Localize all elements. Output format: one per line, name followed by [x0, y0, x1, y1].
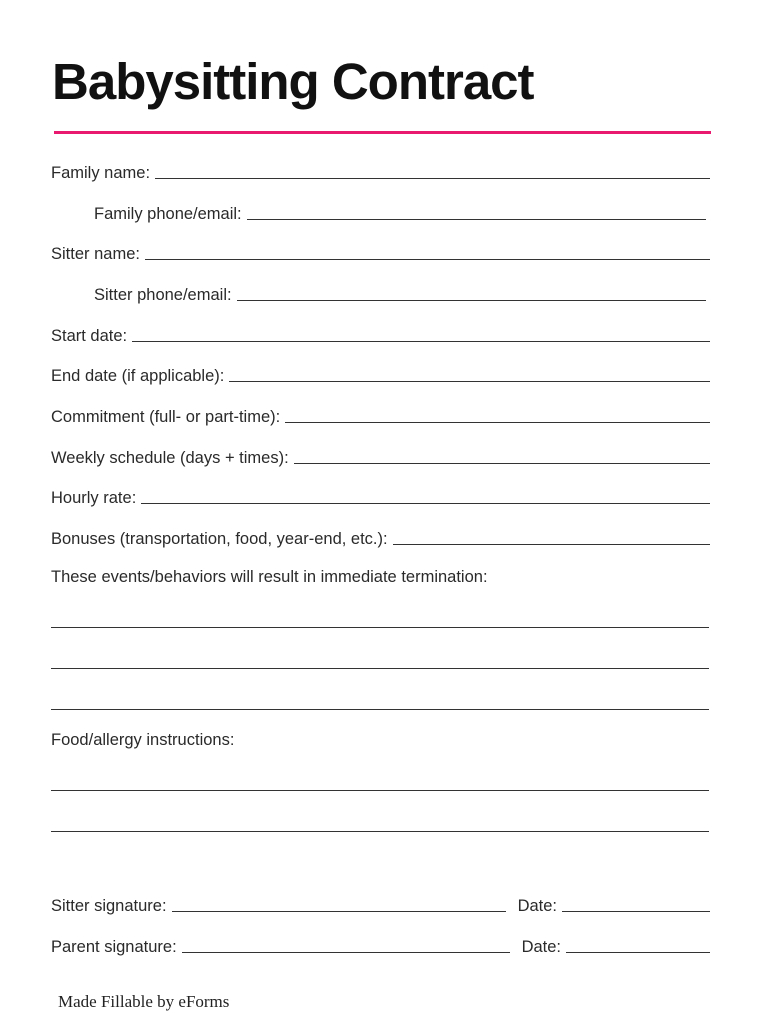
end-date-field[interactable]: [51, 364, 710, 386]
family-name-label: Family name:: [51, 164, 151, 182]
sitter-contact-label: Sitter phone/email:: [94, 286, 232, 304]
food-allergy-line-1[interactable]: [51, 790, 709, 791]
parent-signature-row[interactable]: [51, 935, 710, 957]
family-contact-field[interactable]: [94, 202, 706, 224]
sitter-contact-field[interactable]: [94, 283, 706, 305]
title-underline: [54, 131, 711, 134]
start-date-field[interactable]: [51, 324, 710, 346]
commitment-line[interactable]: [285, 422, 710, 423]
commitment-label: Commitment (full- or part-time):: [51, 408, 281, 426]
weekly-schedule-field[interactable]: [51, 446, 710, 468]
commitment-field[interactable]: [51, 405, 710, 427]
sitter-date-line[interactable]: [562, 911, 710, 912]
family-name-field[interactable]: [51, 161, 710, 183]
bonuses-line[interactable]: [393, 544, 710, 545]
bonuses-field[interactable]: [51, 527, 710, 549]
termination-heading: These events/behaviors will result in immediate termination:: [51, 568, 488, 586]
end-date-line[interactable]: [229, 381, 710, 382]
hourly-rate-label: Hourly rate:: [51, 489, 137, 507]
sitter-name-label: Sitter name:: [51, 245, 140, 263]
hourly-rate-field[interactable]: [51, 486, 710, 508]
termination-line-2[interactable]: [51, 668, 709, 669]
termination-line-1[interactable]: [51, 627, 709, 628]
termination-line-3[interactable]: [51, 709, 709, 710]
start-date-label: Start date:: [51, 327, 128, 345]
food-allergy-heading: Food/allergy instructions:: [51, 731, 235, 749]
sitter-name-line[interactable]: [145, 259, 710, 260]
sitter-date-label: Date:: [517, 897, 557, 915]
sitter-signature-row[interactable]: [51, 894, 710, 916]
family-contact-label: Family phone/email:: [94, 205, 242, 223]
document-title: Babysitting Contract: [52, 53, 534, 110]
weekly-schedule-line[interactable]: [294, 463, 710, 464]
sitter-name-field[interactable]: [51, 242, 710, 264]
hourly-rate-line[interactable]: [141, 503, 710, 504]
parent-date-label: Date:: [521, 938, 561, 956]
sitter-signature-label: Sitter signature:: [51, 897, 167, 915]
sitter-contact-line[interactable]: [237, 300, 706, 301]
sitter-signature-line[interactable]: [172, 911, 506, 912]
bonuses-label: Bonuses (transportation, food, year-end, etc.):: [51, 530, 388, 548]
food-allergy-line-2[interactable]: [51, 831, 709, 832]
family-name-line[interactable]: [155, 178, 710, 179]
start-date-line[interactable]: [132, 341, 710, 342]
end-date-label: End date (if applicable):: [51, 367, 225, 385]
weekly-schedule-label: Weekly schedule (days + times):: [51, 449, 289, 467]
parent-date-line[interactable]: [566, 952, 710, 953]
parent-signature-label: Parent signature:: [51, 938, 177, 956]
parent-signature-line[interactable]: [182, 952, 510, 953]
eforms-footer: Made Fillable by eForms: [58, 992, 230, 1011]
family-contact-line[interactable]: [247, 219, 706, 220]
